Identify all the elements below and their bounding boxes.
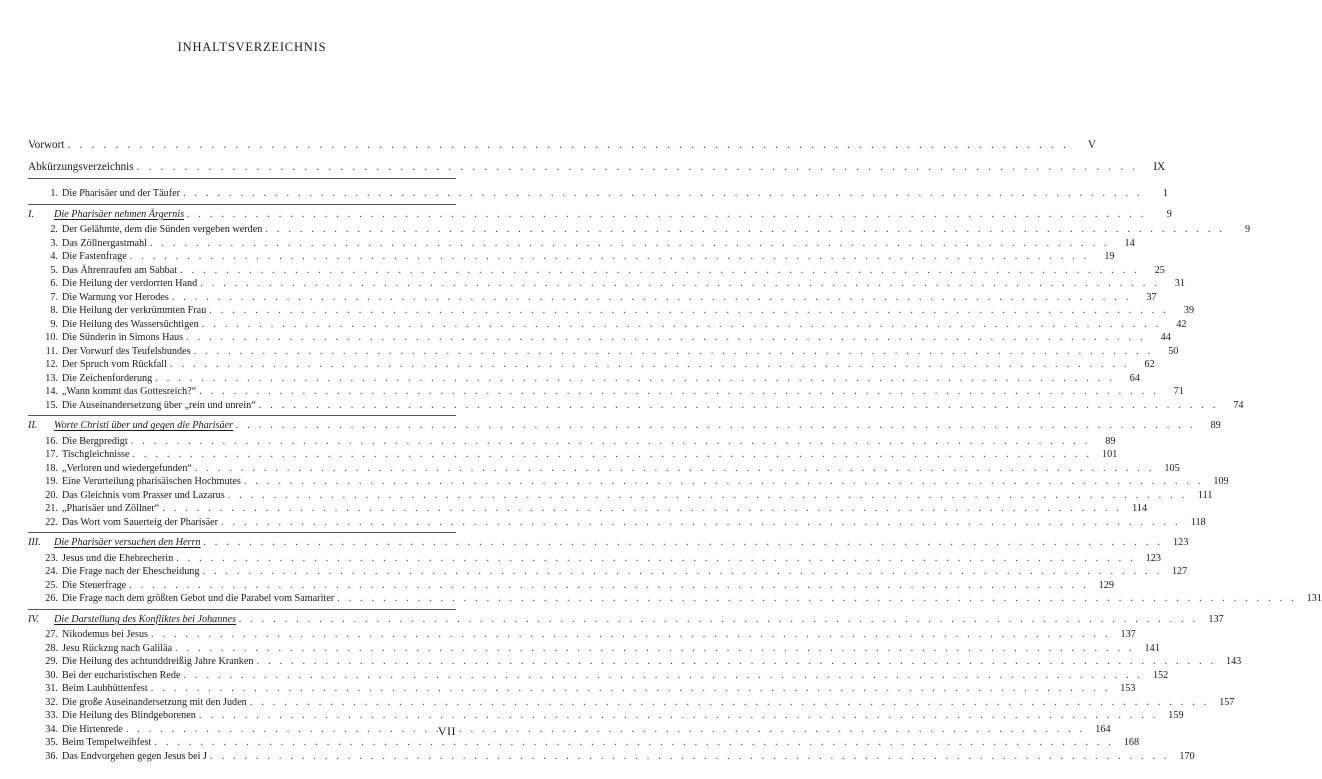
toc-entry-page: 14	[1124, 237, 1135, 249]
toc-entry-text: Die Frage nach dem größten Gebot und die Parabel vom Samariter	[62, 593, 335, 604]
toc-entry-text: Bei der eucharistischen Rede	[62, 669, 181, 681]
leader-dots	[170, 358, 1130, 372]
toc-entry-text: Jesu Rückzug nach Galiläa	[62, 642, 173, 654]
toc-entry	[28, 628, 1136, 642]
toc-entry-text: Eine Verurteilung pharisäischen Hochmutes	[62, 476, 241, 487]
toc-entry-number: 24.	[45, 566, 58, 577]
toc-entry-page: 19	[1104, 251, 1115, 262]
toc-entry-page: 64	[1129, 372, 1140, 384]
leader-dots	[257, 655, 1217, 669]
toc-entry	[28, 579, 1114, 593]
toc-entry-page: 141	[1144, 642, 1160, 654]
toc-entry-text: Die Hirtenrede	[62, 723, 123, 735]
leader-dots	[130, 250, 1090, 264]
leader-dots	[162, 502, 1122, 516]
toc-entry-text: Die Heilung des Blindgeborenen	[62, 710, 196, 721]
toc-entry	[28, 669, 1169, 683]
leader-dots	[204, 536, 1164, 550]
toc-entry	[28, 552, 1161, 566]
toc-entry	[28, 372, 1140, 386]
page-number: VII	[437, 724, 456, 738]
toc-entry-page: 101	[1102, 449, 1118, 460]
toc-entry-number: 30.	[45, 669, 58, 681]
toc-entry	[28, 723, 1111, 737]
leader-dots	[259, 399, 1219, 413]
toc-entry-text: Tischgleichnisse	[62, 449, 130, 460]
toc-entry-number: 9.	[50, 318, 58, 330]
toc-entry-number: 22.	[45, 516, 58, 528]
toc-entry	[28, 277, 1185, 291]
toc-entry-page: 1	[1162, 188, 1168, 199]
leader-dots	[194, 345, 1154, 359]
toc-entry-number: 12.	[45, 359, 58, 370]
toc-entry-page: 118	[1190, 516, 1206, 528]
toc-entry-number: 19.	[45, 476, 58, 487]
toc-section-number: I.	[28, 208, 34, 220]
toc-entry	[28, 502, 1148, 516]
toc-entry-page: 159	[1168, 710, 1184, 721]
toc-entry-text: Die Bergpredigt	[62, 435, 128, 447]
toc-entry	[28, 187, 1168, 201]
toc-entry-text: „Verloren und wiedergefunden“	[62, 462, 192, 474]
toc-entry-text: Die Heilung der verdorrten Hand	[62, 278, 198, 289]
leader-dots	[151, 682, 1111, 696]
leader-dots	[154, 736, 1114, 750]
toc-entry-text: Das Zöllnergastmahl	[62, 237, 147, 249]
toc-entry-page: 50	[1168, 345, 1179, 357]
toc-entry-page: 42	[1176, 318, 1187, 330]
toc-entry-text: Beim Laubhüttenfest	[62, 683, 148, 694]
toc-entry-text: Abkürzungsverzeichnis	[28, 161, 134, 173]
toc-entry-page: 164	[1095, 723, 1111, 735]
toc-entry-number: 15.	[45, 399, 58, 411]
toc-entry-number: 31.	[45, 683, 58, 694]
toc-entry-page: 62	[1144, 359, 1155, 370]
toc-entry-number: 33.	[45, 710, 58, 721]
toc-section-page: 123	[1173, 537, 1189, 548]
toc-entry-number: 3.	[50, 237, 58, 249]
toc-entry	[28, 750, 1195, 764]
toc-entry-page: 143	[1225, 656, 1242, 667]
toc-entry-text: Das Wort vom Sauerteig der Pharisäer	[62, 516, 219, 528]
leader-dots	[265, 223, 1225, 237]
toc-entry	[28, 709, 1184, 723]
toc-entry-page: 127	[1171, 566, 1188, 577]
toc-entry-vorwort	[28, 137, 1096, 153]
toc-entry-page: 71	[1173, 386, 1184, 397]
toc-entry	[28, 237, 1135, 251]
toc-section-page: 89	[1210, 420, 1221, 431]
toc-entry	[28, 250, 1115, 264]
toc-entry-page: 9	[1245, 224, 1251, 235]
toc-section-heading	[28, 536, 1189, 550]
toc-entry-number: 8.	[50, 305, 58, 316]
toc-entry-text: Der Gelähmte, dem die Sünden vergeben werden	[62, 224, 263, 235]
toc-entry-number: 5.	[50, 264, 58, 276]
toc-entry-text: Beim Tempelweihfest	[62, 737, 152, 748]
toc-entry-text: Der Vorwurf des Teufelsbundes	[62, 345, 191, 357]
toc-entry-page: 153	[1120, 683, 1136, 694]
toc-entry-abkuerzungen	[28, 159, 1166, 175]
toc-entry	[28, 655, 1242, 669]
toc-entry-number: 10.	[45, 332, 58, 343]
toc-entry	[28, 489, 1213, 503]
toc-entry-text: Der Spruch vom Rückfall	[62, 359, 167, 370]
toc-entry-page: 89	[1105, 435, 1116, 447]
toc-section-heading	[28, 419, 1221, 433]
leader-dots	[200, 277, 1160, 291]
toc-entry-number: 32.	[45, 696, 58, 708]
toc-entry	[28, 462, 1180, 476]
toc-entry-number: 18.	[45, 462, 58, 474]
toc-section-page: 137	[1208, 613, 1224, 625]
toc-entry	[28, 736, 1140, 750]
divider	[28, 609, 456, 610]
toc-entry	[28, 291, 1157, 305]
leader-dots	[210, 750, 1170, 764]
divider	[28, 178, 456, 179]
toc-entry-text: Die Warnung vor Herodes	[62, 291, 169, 303]
toc-entry-text: Das Gleichnis vom Prasser und Lazarus	[62, 489, 225, 501]
leader-dots	[337, 592, 1297, 606]
leader-dots	[155, 372, 1115, 386]
toc-entry-text: Die Heilung des achtunddreißig Jahre Kranken	[62, 656, 254, 667]
toc-entry-text: Das Ährenraufen am Sabbat	[62, 264, 178, 276]
toc-entry	[28, 448, 1118, 462]
toc-section-heading	[28, 208, 1172, 222]
table-of-contents	[28, 137, 1322, 763]
toc-entry	[28, 565, 1188, 579]
toc-entry	[28, 318, 1187, 332]
toc-entry-text: Nikodemus bei Jesus	[62, 629, 149, 640]
leader-dots	[202, 565, 1162, 579]
leader-dots	[172, 291, 1132, 305]
toc-entry-number: 14.	[45, 386, 58, 397]
toc-entry	[28, 264, 1165, 278]
toc-entry	[28, 592, 1322, 606]
divider	[28, 415, 456, 416]
toc-entry-number: 17.	[45, 449, 58, 460]
toc-entry-text: Die große Auseinandersetzung mit den Juden	[62, 696, 247, 708]
toc-section-title: Die Darstellung des Konfliktes bei Johannes	[54, 613, 236, 625]
toc-entry-number: 27.	[45, 629, 58, 640]
toc-entry-page: 74	[1233, 399, 1244, 411]
toc-entry-number: 28.	[45, 642, 58, 654]
leader-dots	[184, 669, 1144, 683]
toc-entry-number: 35.	[45, 737, 58, 748]
leader-dots	[67, 137, 1068, 153]
leader-dots	[244, 475, 1204, 489]
toc-entry-text: Die Heilung des Wassersüchtigen	[62, 318, 199, 330]
leader-dots	[187, 208, 1147, 222]
toc-entry-text: „Pharisäer und Zöllner“	[62, 503, 160, 514]
toc-entry	[28, 399, 1244, 413]
toc-entry-number: 36.	[45, 750, 58, 762]
toc-section-number: III.	[28, 537, 41, 548]
toc-entry-page: 31	[1174, 278, 1185, 289]
toc-entry-number: 20.	[45, 489, 58, 501]
leader-dots	[221, 516, 1181, 530]
leader-dots	[129, 579, 1089, 593]
toc-entry-number: 1.	[50, 188, 58, 199]
toc-entry-page: 152	[1152, 669, 1169, 681]
leader-dots	[209, 304, 1169, 318]
toc-entry-text: „Wann kommt das Gottesreich?“	[62, 386, 197, 397]
toc-entry-text: Das Endvorgehen gegen Jesus bei J	[62, 750, 207, 762]
toc-entry-page: 44	[1160, 332, 1171, 343]
toc-entry-number: 2.	[50, 224, 58, 235]
toc-entry	[28, 345, 1179, 359]
toc-entry	[28, 516, 1206, 530]
toc-entry-text: Die Sünderin in Simons Haus	[62, 332, 184, 343]
toc-entry-number: 23.	[45, 552, 58, 564]
toc-entry	[28, 696, 1235, 710]
toc-entry-page: 105	[1164, 462, 1180, 474]
leader-dots	[131, 435, 1091, 449]
toc-entry-number: 25.	[45, 579, 58, 591]
divider	[28, 532, 456, 533]
toc-entry-number: 16.	[45, 435, 58, 447]
toc-entry-text: Die Fastenfrage	[62, 251, 127, 262]
leader-dots	[175, 642, 1135, 656]
leader-dots	[195, 462, 1155, 476]
leader-dots	[250, 696, 1210, 710]
leader-dots	[228, 489, 1188, 503]
toc-entry	[28, 475, 1229, 489]
toc-entry-number: 11.	[45, 345, 58, 357]
toc-entry-number: 34.	[45, 723, 58, 735]
toc-entry	[28, 358, 1155, 372]
leader-dots	[239, 613, 1199, 627]
page-title: INHALTSVERZEICHNIS	[177, 40, 327, 54]
toc-entry	[28, 223, 1251, 237]
toc-entry-text: Die Pharisäer und der Täufer	[62, 188, 181, 199]
toc-entry	[28, 304, 1195, 318]
toc-entry	[28, 682, 1136, 696]
toc-entry-number: 4.	[50, 251, 58, 262]
toc-entry-page: 129	[1098, 579, 1114, 591]
leader-dots	[176, 552, 1136, 566]
toc-entry-page: 114	[1132, 503, 1148, 514]
leader-dots	[236, 419, 1196, 433]
leader-dots	[202, 318, 1162, 332]
toc-entry-page: 111	[1197, 489, 1213, 501]
toc-entry-page: 137	[1120, 629, 1136, 640]
toc-entry-page: 109	[1213, 476, 1229, 487]
toc-entry-text: Jesus und die Ehebrecherin	[62, 552, 174, 564]
toc-entry-number: 6.	[50, 278, 58, 289]
toc-entry-page: 25	[1154, 264, 1165, 276]
toc-entry	[28, 331, 1171, 345]
toc-entry-text: Die Auseinandersetzung über „rein und unrein“	[62, 399, 256, 411]
toc-entry-page: 123	[1145, 552, 1161, 564]
toc-entry-text: Die Steuerfrage	[62, 579, 127, 591]
toc-entry-number: 26.	[45, 593, 58, 604]
toc-entry-number: 29.	[45, 656, 58, 667]
leader-dots	[180, 264, 1140, 278]
leader-dots	[133, 448, 1093, 462]
toc-entry-page: 39	[1183, 305, 1195, 316]
leader-dots	[151, 628, 1111, 642]
toc-entry-number: 13.	[45, 372, 58, 384]
leader-dots	[199, 385, 1159, 399]
toc-sections	[28, 204, 1322, 764]
leader-dots	[126, 723, 1086, 737]
toc-entry-number: 21.	[45, 503, 58, 514]
toc-section-page: 9	[1166, 208, 1172, 220]
leader-dots	[137, 159, 1138, 175]
divider	[28, 204, 456, 205]
toc-entry-page: V	[1087, 139, 1096, 151]
leader-dots	[199, 709, 1159, 723]
toc-entry	[28, 642, 1160, 656]
toc-entry	[28, 435, 1116, 449]
toc-entry-text: Die Heilung der verkrümmten Frau	[62, 305, 207, 316]
toc-section-number: IV.	[28, 613, 39, 625]
toc-entry-page: 37	[1146, 291, 1157, 303]
toc-entry-number: 7.	[50, 291, 58, 303]
toc-entry-page: 170	[1179, 750, 1195, 762]
toc-entry	[28, 385, 1184, 399]
leader-dots	[183, 187, 1143, 201]
toc-entry-page: 168	[1123, 737, 1140, 748]
toc-entry-text: Vorwort	[28, 139, 65, 151]
leader-dots	[186, 331, 1146, 345]
toc-entry-page: 131	[1306, 593, 1322, 604]
toc-entry-text: Die Zeichenforderung	[62, 372, 153, 384]
toc-section-title: Worte Christi über und gegen die Pharisäer	[54, 420, 234, 431]
toc-entry-page: 157	[1219, 696, 1235, 708]
toc-section-heading	[28, 613, 1224, 627]
toc-section-number: II.	[28, 420, 38, 431]
leader-dots	[150, 237, 1110, 251]
toc-entry-page: IX	[1153, 161, 1166, 173]
toc-section-title: Die Pharisäer versuchen den Herrn	[54, 537, 201, 548]
toc-entry-text: Die Frage nach der Ehescheidung	[62, 566, 200, 577]
toc-section-title: Die Pharisäer nehmen Ärgernis	[54, 208, 185, 220]
